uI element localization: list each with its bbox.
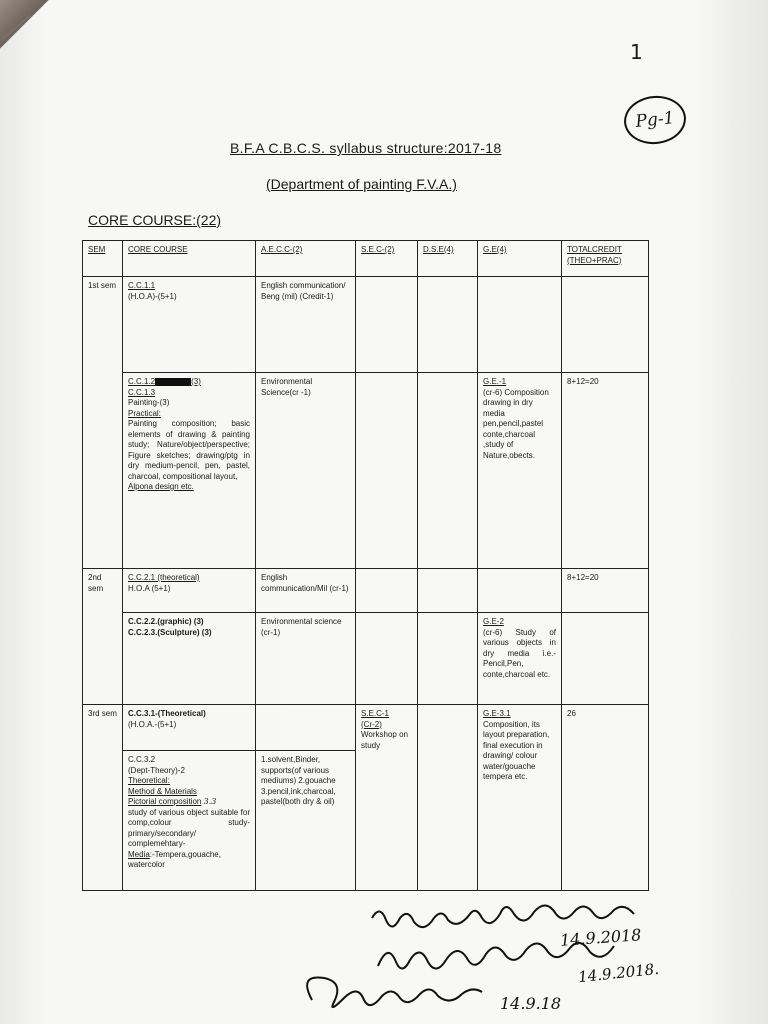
sem2-core-1 (123, 569, 256, 613)
theoretical-label: Theoretical: (128, 776, 170, 785)
document-subtitle: (Department of painting F.V.A.) (266, 176, 457, 192)
sem3-aecc-2: 1.solvent,Binder, supports(of various mediums) 2.gouache 3.pencil,ink,charcoal, pastel(both dry & oil) (256, 751, 356, 891)
ge-2-desc: (cr-6) Study of various objects in dry media i.e.- Pencil,Pen, conte,charcoal etc. (483, 627, 556, 679)
table-row-sem2-b (83, 613, 649, 705)
sem3-dse (418, 705, 478, 891)
media-value: :-Tempera,gouache, watercolor (128, 849, 221, 869)
handwritten-note: 3.3 (203, 797, 217, 806)
painting-credit: Painting-(3) (128, 398, 170, 407)
media-label: Media (128, 849, 150, 859)
sem1-ge-1 (478, 277, 562, 373)
sem2-core-2 (123, 613, 256, 705)
cc-3-2-code: C.C.3.2 (128, 755, 156, 764)
sem1-core-2 (123, 373, 256, 569)
header-sec: S.E.C-(2) (356, 241, 418, 277)
sec-1-desc: Workshop on study (361, 730, 408, 750)
sem3-label: 3rd sem (83, 705, 123, 891)
cc-1-2-suffix: (3) (191, 377, 201, 386)
sem2-sec-1 (356, 569, 418, 613)
sem3-ge (478, 705, 562, 891)
practical-body: Painting composition; basic elements of drawing & painting study; Nature/object/perspective; Figure sketches; drawing/ptg in dry medium-pencil, pen, pastel, charcoal, compositional layout, (128, 419, 250, 481)
pictorial-composition: Pictorial composition (128, 797, 202, 806)
alpona-line: Alpona design etc. (128, 482, 194, 491)
sec-1-code: S.E.C-1 (361, 709, 390, 718)
header-core-course: CORE COURSE (123, 241, 256, 277)
sem2-dse-2 (418, 613, 478, 705)
cc-2-1-code: C.C.2.1 (theoretical) (128, 573, 200, 582)
media-line (128, 850, 250, 871)
sem1-dse-1 (418, 277, 478, 373)
sem1-sec-1 (356, 277, 418, 373)
ge-1-code: G.E.-1 (483, 377, 507, 386)
signature-2-date: 14.9.2018. (577, 959, 660, 987)
redaction-mark (155, 378, 191, 386)
table-row-sem3-a (83, 705, 649, 751)
cc-3-2-body: study of various object suitable for comp,colour study-primary/secondary/ complemehtary- (128, 807, 250, 848)
sem1-total-2: 8+12=20 (562, 373, 649, 569)
cc-3-1-code: C.C.3.1-(Theoretical) (128, 709, 206, 718)
sem3-aecc-1 (256, 705, 356, 751)
header-aecc: A.E.C.C-(2) (256, 241, 356, 277)
sem1-total-1 (562, 277, 649, 373)
syllabus-table (82, 240, 649, 891)
page-stamp: Pg-1 (622, 93, 689, 147)
cc-1-3-code: C.C.1.3 (128, 387, 156, 397)
core-course-heading: CORE COURSE:(22) (88, 212, 222, 228)
cc-2-2: C.C.2.2.(graphic) (3) (128, 617, 204, 626)
practical-label: Practical: (128, 408, 161, 418)
document-title: B.F.A C.B.C.S. syllabus structure:2017-18 (230, 140, 502, 156)
sem2-dse-1 (418, 569, 478, 613)
sem2-ge-1 (478, 569, 562, 613)
sem1-sec-2 (356, 373, 418, 569)
signature-3-date: 14.9.18 (500, 994, 562, 1013)
sem2-sec-2 (356, 613, 418, 705)
sem2-aecc-2: Environmental science (cr-1) (256, 613, 356, 705)
sem2-total-2 (562, 613, 649, 705)
table-header-row (83, 241, 649, 277)
header-total-credit: TOTALCREDIT (THEO+PRAC) (562, 241, 649, 277)
cc-3-1-desc: (H.O.A.-(5+1) (128, 719, 177, 729)
cc-3-2-dept: (Dept-Theory)-2 (128, 765, 185, 775)
table-row-sem1-b (83, 373, 649, 569)
sem3-core-1 (123, 705, 256, 751)
ge-3-1-code: G.E-3.1 (483, 709, 511, 718)
sem1-ge-2 (478, 373, 562, 569)
sem2-total-1: 8+12=20 (562, 569, 649, 613)
sem2-aecc-1: English communication/Mil (cr-1) (256, 569, 356, 613)
cc-1-2-code (128, 377, 250, 388)
sem1-core-1 (123, 277, 256, 373)
ge-1-desc: (cr-6) Composition drawing in dry media pen,pencil,pastel conte,charcoal ,study of Nature,obects. (483, 387, 549, 460)
ge-2-code: G.E-2 (483, 617, 504, 626)
torn-corner (0, 0, 60, 60)
cc-2-1-desc: H.O.A (5+1) (128, 583, 171, 593)
header-dse: D.S.E(4) (418, 241, 478, 277)
sem2-label: 2nd sem (83, 569, 123, 705)
table-row-sem2-a (83, 569, 649, 613)
cc-1-1-code: C.C.1.1 (128, 281, 156, 290)
sem3-total: 26 (562, 705, 649, 891)
sem3-core-2 (123, 751, 256, 891)
ge-3-1-desc: Composition, its layout preparation, final execution in drawing/ colour water/gouache tempera etc. (483, 719, 550, 781)
header-ge: G.E(4) (478, 241, 562, 277)
header-sem: SEM (83, 241, 123, 277)
method-materials: Method & Materials (128, 786, 197, 796)
page-number: 1 (630, 40, 643, 64)
cc-2-3: C.C.2.3.(Sculpture) (3) (128, 627, 212, 637)
table-row-sem1-a (83, 277, 649, 373)
pictorial-line (128, 797, 250, 808)
cc-1-2-label: C.C.1.2 (128, 377, 156, 386)
signature-1-date: 14.9.2018 (559, 925, 643, 950)
sem1-label: 1st sem (83, 277, 123, 569)
sem3-sec (356, 705, 418, 891)
sem1-aecc-1: English communication/ Beng (mil) (Credit-1) (256, 277, 356, 373)
sem1-dse-2 (418, 373, 478, 569)
sem2-ge-2 (478, 613, 562, 705)
sem1-aecc-2: Environmental Science(cr -1) (256, 373, 356, 569)
cc-1-1-desc: (H.O.A)-(5+1) (128, 291, 177, 301)
sec-1-credit: (Cr-2) (361, 719, 382, 729)
